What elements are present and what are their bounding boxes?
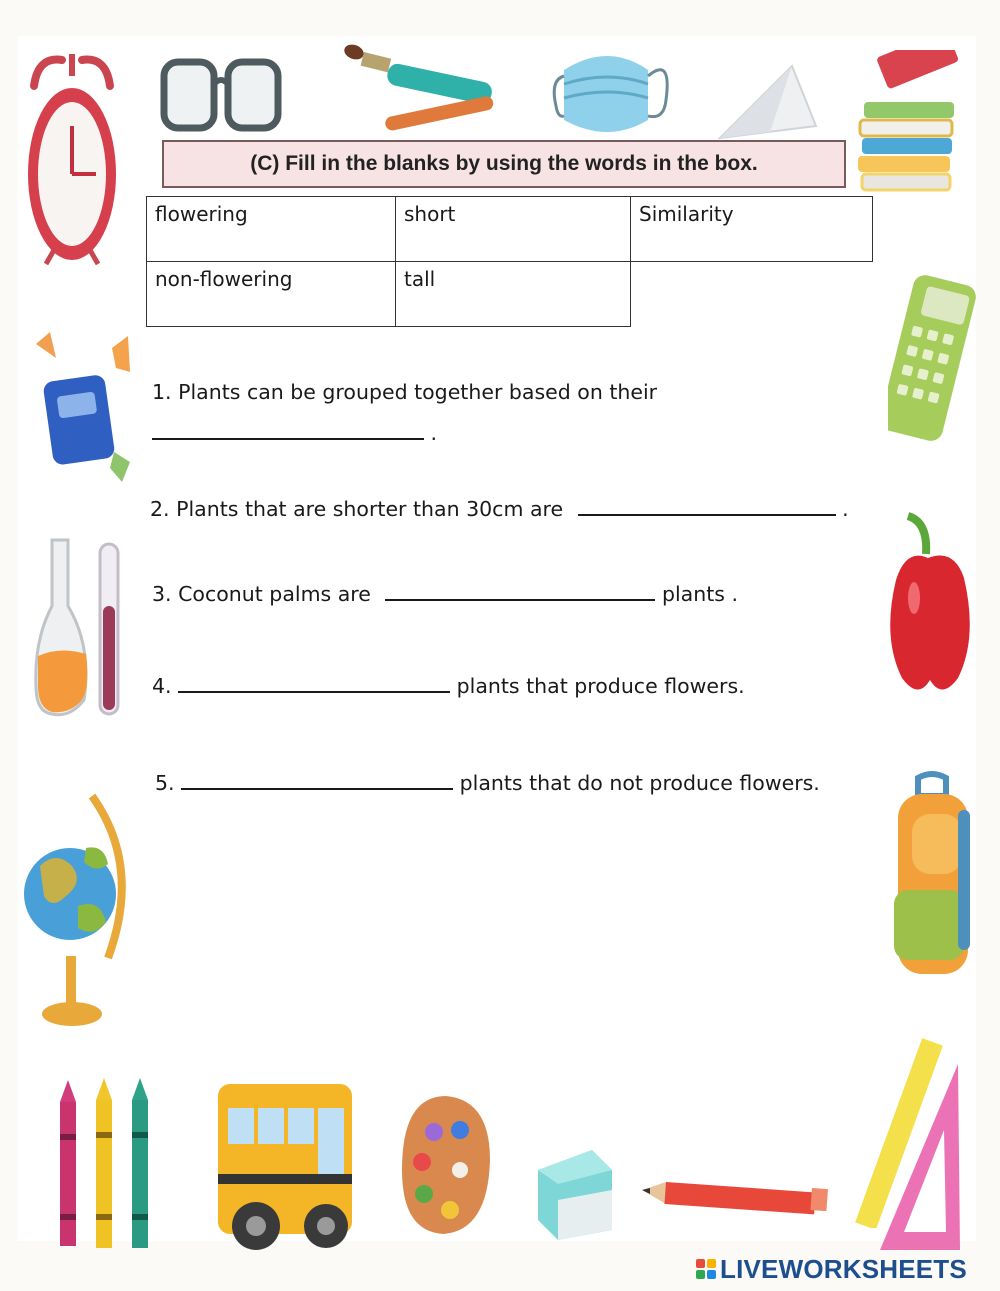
answer-blank[interactable]	[578, 496, 836, 516]
answer-blank[interactable]	[178, 673, 450, 693]
paper-plane-icon	[716, 62, 820, 140]
logo-text: LIVEWORKSHEETS	[720, 1253, 967, 1284]
face-mask-icon	[548, 36, 674, 144]
instruction-heading: (C) Fill in the blanks by using the words in the box.	[162, 140, 846, 188]
question-5	[155, 770, 820, 795]
school-bus-icon	[212, 1078, 358, 1256]
answer-blank[interactable]	[385, 581, 655, 601]
question-1	[152, 380, 657, 404]
question-number: 2.	[150, 497, 170, 521]
word-box-cell: Similarity	[630, 196, 873, 262]
question-text: Coconut palms are	[178, 582, 371, 606]
calculator-icon	[882, 270, 976, 446]
question-number: 3.	[152, 582, 172, 606]
question-text: Plants that are shorter than 30cm are	[176, 497, 564, 521]
paintbrush-icon	[340, 40, 510, 140]
word-box-cell: non-flowering	[146, 261, 396, 327]
test-tubes-icon	[30, 536, 130, 724]
glasses-icon	[158, 48, 284, 136]
pencil-sharpener-icon	[30, 332, 134, 490]
logo-mark-icon	[696, 1259, 716, 1279]
question-number: 4.	[152, 674, 172, 698]
word-box-cell: tall	[395, 261, 631, 327]
question-1-answer-line	[152, 420, 437, 445]
question-end-text: .	[430, 421, 438, 445]
question-2	[150, 496, 849, 521]
book-stack-icon	[854, 50, 966, 194]
pencil-icon	[636, 1174, 832, 1230]
question-end-text: plants .	[661, 582, 738, 606]
question-number: 1.	[152, 380, 172, 404]
backpack-icon	[888, 770, 978, 980]
question-3	[152, 581, 738, 606]
question-text: plants that produce flowers.	[456, 674, 745, 698]
crayons-icon	[52, 1074, 162, 1252]
eraser-icon	[532, 1140, 618, 1244]
liveworksheets-logo[interactable]	[696, 1254, 967, 1284]
answer-blank[interactable]	[152, 420, 424, 440]
question-text: plants that do not produce flowers.	[459, 771, 820, 795]
answer-blank[interactable]	[181, 770, 453, 790]
globe-icon	[22, 786, 128, 1034]
apple-icon	[888, 508, 972, 696]
word-box	[146, 196, 874, 328]
paint-palette-icon	[398, 1090, 494, 1238]
set-square-icon	[874, 1060, 966, 1256]
alarm-clock-icon	[24, 44, 120, 268]
word-box-cell: short	[395, 196, 631, 262]
question-end-text: .	[842, 497, 849, 521]
question-number: 5.	[155, 771, 175, 795]
question-text: Plants can be grouped together based on their	[178, 380, 658, 404]
question-4	[152, 673, 745, 698]
word-box-cell: flowering	[146, 196, 396, 262]
